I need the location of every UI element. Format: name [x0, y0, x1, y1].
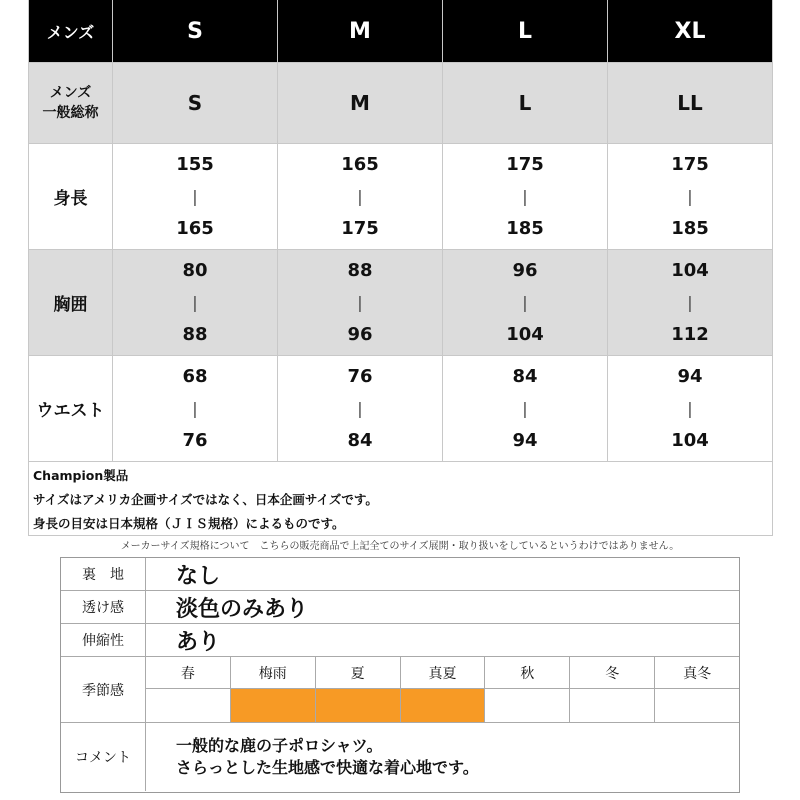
range-min: 155 [176, 153, 214, 175]
general-label-line1: メンズ [49, 85, 92, 101]
range-max: 88 [182, 323, 208, 345]
waist-range-cell [608, 356, 773, 462]
comment-row [61, 723, 739, 791]
waist-range-cell [113, 356, 278, 462]
header-size-xl: XL [608, 0, 773, 63]
season-mark-empty [485, 689, 569, 722]
header-label: メンズ [28, 0, 113, 63]
season-name: 夏 [316, 657, 400, 689]
waist-range-cell [278, 356, 443, 462]
note-line: サイズはアメリカ企画サイズではなく、日本企画サイズです。 [33, 492, 378, 507]
range-max: 185 [671, 217, 709, 239]
range-max: 96 [347, 323, 373, 345]
range-separator: | [357, 292, 363, 312]
range-values [347, 255, 372, 351]
range-max: 76 [182, 429, 208, 451]
range-separator: | [522, 398, 528, 418]
range-separator: | [522, 186, 528, 206]
waist-row [28, 356, 773, 462]
range-max: 175 [341, 217, 379, 239]
range-separator: | [192, 186, 198, 206]
range-values [671, 361, 709, 457]
season-mark-active [316, 689, 400, 722]
range-separator: | [687, 186, 693, 206]
season-mark-empty [655, 689, 739, 722]
size-header-row [28, 0, 773, 63]
range-separator: | [192, 292, 198, 312]
general-size: L [443, 63, 608, 144]
range-min: 68 [182, 365, 208, 387]
sheer-label: 透け感 [61, 591, 146, 623]
season-name: 冬 [570, 657, 654, 689]
range-min: 84 [512, 365, 538, 387]
season-name: 秋 [485, 657, 569, 689]
note-line: Champion製品 [33, 468, 129, 483]
range-min: 175 [506, 153, 544, 175]
waist-label: ウエスト [28, 356, 113, 462]
waist-range-cell [443, 356, 608, 462]
range-values [176, 149, 214, 245]
stretch-value: あり [176, 629, 221, 655]
range-values [182, 255, 207, 351]
range-min: 104 [671, 259, 709, 281]
header-size-s: S [113, 0, 278, 63]
header-size-m: M [278, 0, 443, 63]
range-separator: | [687, 292, 693, 312]
general-size: LL [608, 63, 773, 144]
size-notes [28, 462, 773, 536]
comment-line1: 一般的な鹿の子ポロシャツ。 [176, 736, 383, 755]
comment-line2: さらっとした生地感で快適な着心地です。 [176, 758, 479, 777]
season-name: 真夏 [401, 657, 485, 689]
size-table [28, 0, 773, 536]
season-mark-active [401, 689, 485, 722]
height-range-cell [113, 144, 278, 250]
height-range-cell [608, 144, 773, 250]
general-size-row [28, 63, 773, 144]
general-size-label [28, 63, 113, 144]
season-name: 春 [146, 657, 230, 689]
height-range-cell [278, 144, 443, 250]
season-mark-empty [570, 689, 654, 722]
range-values [182, 361, 207, 457]
chest-range-cell [608, 250, 773, 356]
season-cell [316, 657, 401, 722]
range-min: 80 [182, 259, 208, 281]
range-max: 165 [176, 217, 214, 239]
stretch-label: 伸縮性 [61, 624, 146, 656]
lining-row [61, 558, 739, 591]
general-label-line2: 一般総称 [42, 105, 99, 121]
general-size: S [113, 63, 278, 144]
chest-range-cell [278, 250, 443, 356]
season-label: 季節感 [61, 657, 146, 722]
range-min: 94 [677, 365, 703, 387]
season-name: 梅雨 [231, 657, 315, 689]
season-name: 真冬 [655, 657, 739, 689]
range-max: 104 [506, 323, 544, 345]
range-values [671, 149, 709, 245]
range-values [671, 255, 709, 351]
range-separator: | [522, 292, 528, 312]
height-row [28, 144, 773, 250]
detail-table [60, 557, 740, 793]
range-values [347, 361, 372, 457]
range-separator: | [687, 398, 693, 418]
maker-size-note: メーカーサイズ規格について こちらの販売商品で上記全てのサイズ展開・取り扱いをしているというわけではありません。 [120, 541, 680, 552]
season-cell [570, 657, 655, 722]
season-cell [231, 657, 316, 722]
season-cell [401, 657, 486, 722]
season-mark-empty [146, 689, 230, 722]
height-label: 身長 [28, 144, 113, 250]
chest-range-cell [443, 250, 608, 356]
range-values [512, 361, 537, 457]
range-max: 104 [671, 429, 709, 451]
range-max: 112 [671, 323, 709, 345]
range-max: 84 [347, 429, 373, 451]
header-size-l: L [443, 0, 608, 63]
chest-label: 胸囲 [28, 250, 113, 356]
range-values [506, 149, 544, 245]
lining-value: なし [176, 563, 221, 589]
range-min: 175 [671, 153, 709, 175]
height-range-cell [443, 144, 608, 250]
sheer-row [61, 591, 739, 624]
comment-label: コメント [61, 723, 146, 791]
lining-label: 裏 地 [61, 558, 146, 590]
season-cell [146, 657, 231, 722]
range-separator: | [192, 398, 198, 418]
range-max: 185 [506, 217, 544, 239]
chest-row [28, 250, 773, 356]
general-size: M [278, 63, 443, 144]
range-min: 96 [512, 259, 538, 281]
chest-range-cell [113, 250, 278, 356]
range-max: 94 [512, 429, 538, 451]
season-cell [655, 657, 739, 722]
range-values [506, 255, 544, 351]
range-separator: | [357, 186, 363, 206]
range-min: 165 [341, 153, 379, 175]
season-mark-active [231, 689, 315, 722]
note-line: 身長の目安は日本規格（ＪＩＳ規格）によるものです。 [33, 516, 345, 531]
season-cell [485, 657, 570, 722]
season-grid [146, 657, 739, 722]
range-separator: | [357, 398, 363, 418]
range-min: 76 [347, 365, 373, 387]
season-row [61, 657, 739, 723]
range-min: 88 [347, 259, 373, 281]
range-values [341, 149, 379, 245]
stretch-row [61, 624, 739, 657]
comment-text [146, 723, 739, 791]
sheer-value: 淡色のみあり [176, 596, 309, 622]
